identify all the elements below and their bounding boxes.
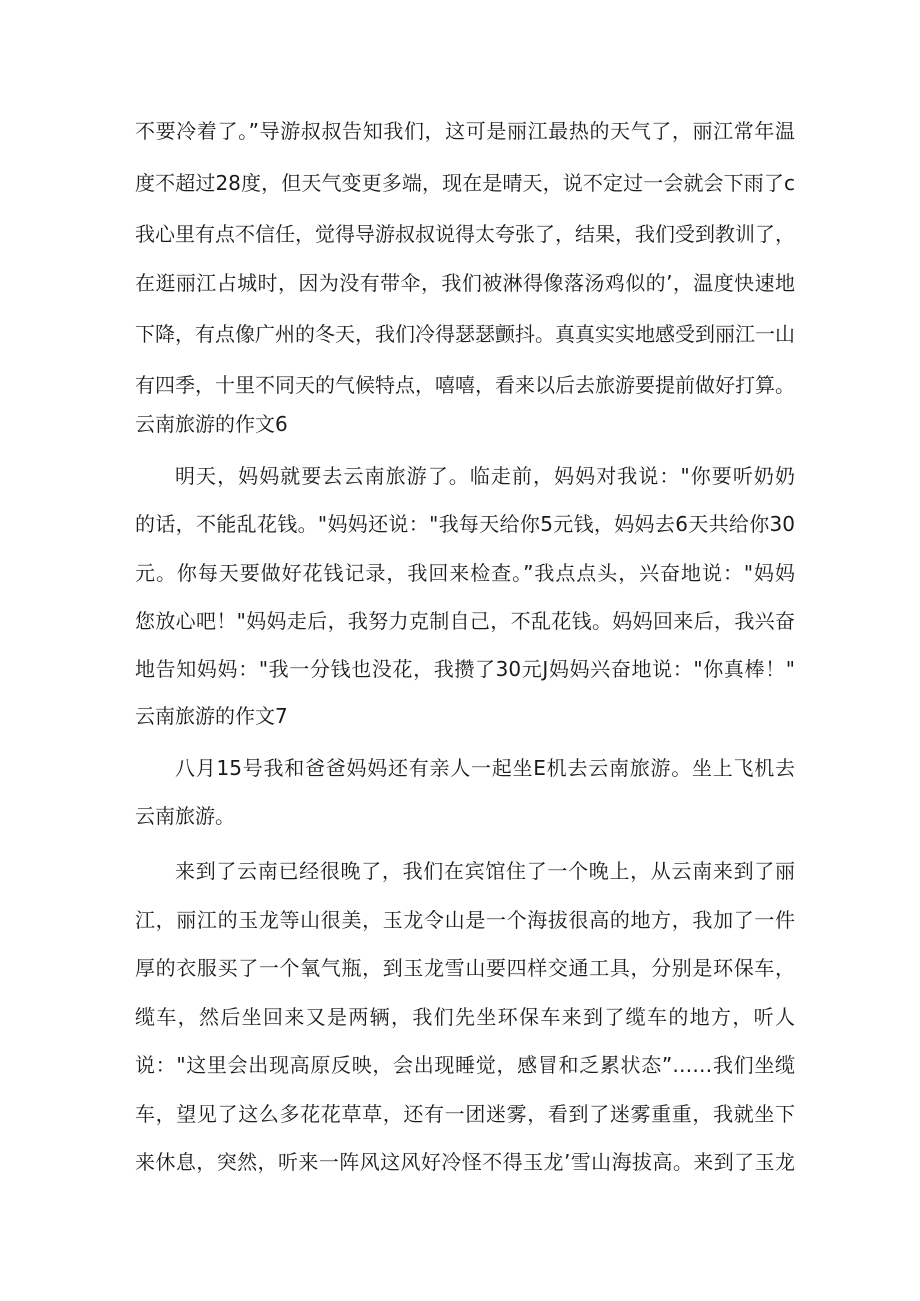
section-heading: 云南旅游的作文6 xyxy=(135,412,288,436)
text-line: 的话，不能乱花钱。"妈妈还说："我每天给你5元钱，妈妈去6天共给你30 xyxy=(135,512,795,536)
text-line: 下降，有点像广州的冬天，我们冷得瑟瑟颤抖。真真实实地感受到丽江一山 xyxy=(135,322,795,346)
text-line: 有四季，十里不同天的气候特点，嘻嘻，看来以后去旅游要提前做好打算。 xyxy=(135,373,795,397)
text-line: 来到了云南已经很晚了，我们在宾馆住了一个晚上，从云南来到了丽 xyxy=(175,859,795,883)
text-line: 您放心吧！"妈妈走后，我努力克制自己，不乱花钱。妈妈回来后，我兴奋 xyxy=(135,609,795,633)
text-line: 缆车，然后坐回来又是两辆，我们先坐环保车来到了缆车的地方，听人 xyxy=(135,1005,795,1029)
text-line: 车，望见了这么多花花草草，还有一团迷雾，看到了迷雾重重，我就坐下 xyxy=(135,1102,795,1126)
text-line: 明天，妈妈就要去云南旅游了。临走前，妈妈对我说："你要听奶奶 xyxy=(175,464,795,488)
text-line: 元。你每天要做好花钱记录，我回来检查。”我点点头，兴奋地说："妈妈 xyxy=(135,561,795,585)
text-line: 厚的衣服买了一个氧气瓶，到玉龙雪山要四样交通工具，分别是环保车， xyxy=(135,956,795,980)
text-line: 说："这里会出现高原反映，会出现睡觉，感冒和乏累状态”……我们坐缆 xyxy=(135,1053,795,1077)
text-line: 江，丽江的玉龙等山很美，玉龙令山是一个海拔很高的地方，我加了一件 xyxy=(135,908,795,932)
text-line: 不要冷着了。”导游叔叔告知我们，这可是丽江最热的天气了，丽江常年温 xyxy=(135,119,795,143)
text-line: 我心里有点不信任，觉得导游叔叔说得太夸张了，结果，我们受到教训了， xyxy=(135,222,795,246)
section-heading: 云南旅游的作文7 xyxy=(135,704,288,728)
text-line: 八月15号我和爸爸妈妈还有亲人一起坐E机去云南旅游。坐上飞机去 xyxy=(175,756,795,780)
text-line: 度不超过28度，但天气变更多端，现在是晴天，说不定过一会就会下雨了c xyxy=(135,171,795,195)
text-line: 地告知妈妈："我一分钱也没花，我攒了30元J妈妈兴奋地说："你真棒！" xyxy=(135,657,795,681)
text-line: 云南旅游。 xyxy=(135,804,235,828)
text-line: 在逛丽江占城时，因为没有带伞，我们被淋得像落汤鸡似的’，温度快速地 xyxy=(135,271,795,295)
text-line: 来休息，突然，听来一阵风这风好冷怪不得玉龙’雪山海拔高。来到了玉龙 xyxy=(135,1150,795,1174)
